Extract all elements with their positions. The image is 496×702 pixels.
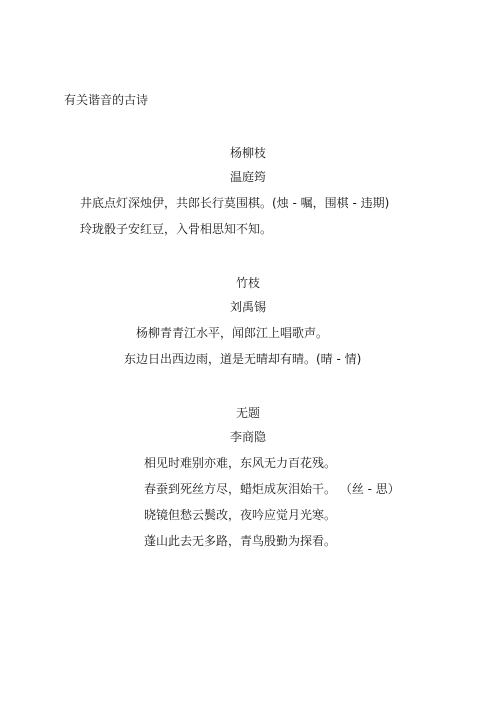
- poem-line: 相见时难别亦难，东风无力百花残。: [144, 456, 337, 470]
- poem-line: 晓镜但愁云鬓改，夜吟应觉月光寒。: [144, 508, 337, 522]
- document-title: 有关谐音的古诗: [64, 93, 149, 107]
- poem-zhuzhi: [0, 275, 496, 366]
- poem-author: 李商隐: [229, 430, 266, 444]
- poem-title: 杨柳枝: [229, 146, 266, 160]
- poem-line: 玲珑骰子安红豆，入骨相思知不知。: [80, 222, 273, 236]
- poem-line: 井底点灯深烛伊，共郎长行莫围棋。(烛 - 嘱，围棋 - 违期): [80, 196, 390, 210]
- poem-author: 刘禹锡: [229, 300, 266, 314]
- poem-line: 杨柳青青江水平，闻郎江上唱歌声。: [136, 326, 329, 340]
- poem-line: 春蚕到死丝方尽，蜡炬成灰泪始干。 （丝 - 思）: [144, 482, 400, 496]
- poem-title: 无题: [235, 406, 260, 420]
- poem-line: 东边日出西边雨，道是无晴却有晴。(晴 - 情): [124, 352, 362, 366]
- poem-line: 蓬山此去无多路，青鸟殷勤为探看。: [144, 534, 337, 548]
- poem-yangliuzhi: [0, 145, 496, 236]
- poem-author: 温庭筠: [229, 170, 266, 184]
- poem-title: 竹枝: [235, 276, 260, 290]
- poem-wuti: [0, 405, 496, 548]
